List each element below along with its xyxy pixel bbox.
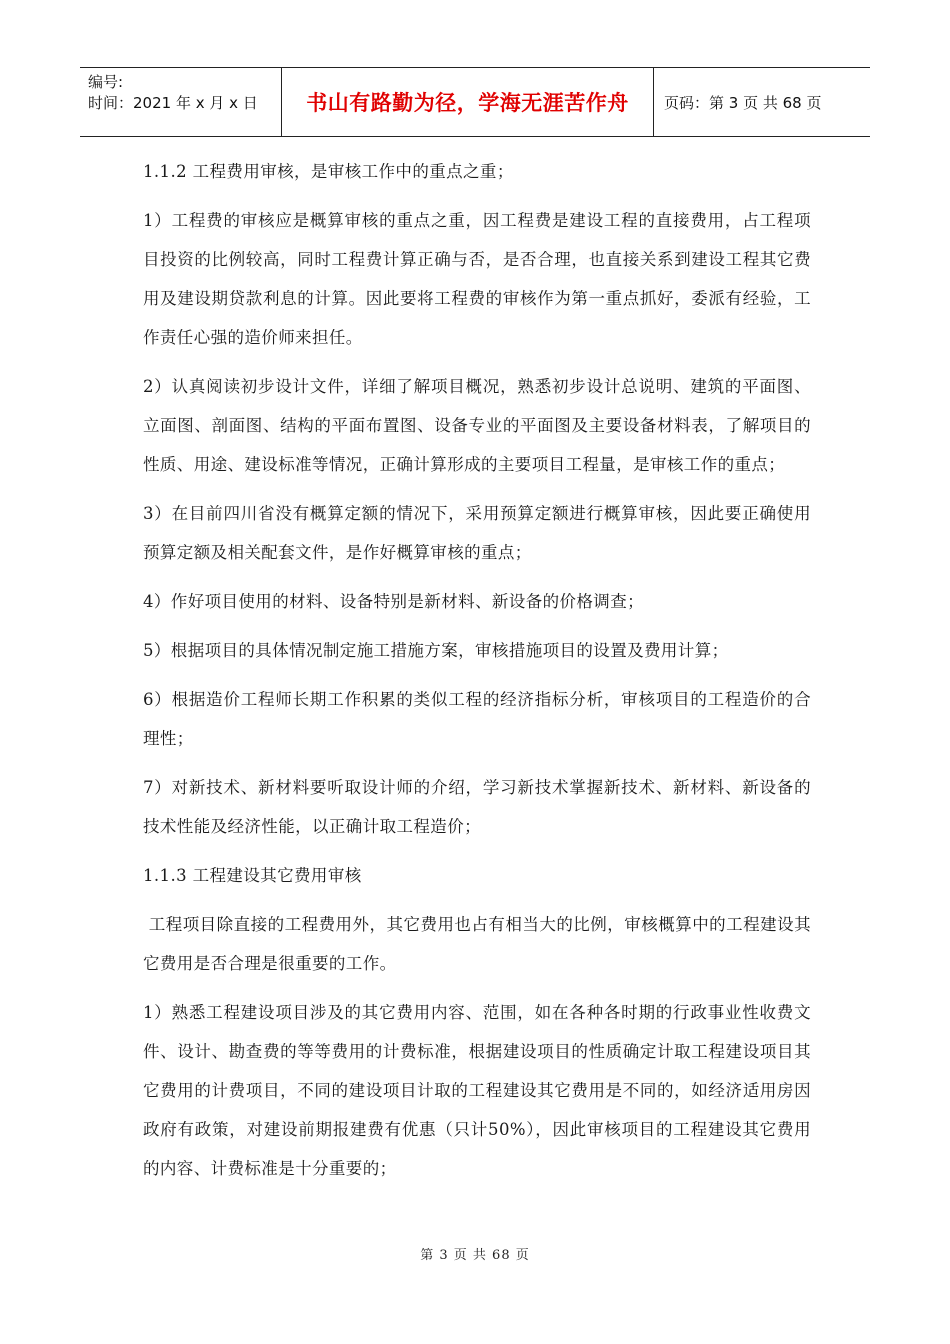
- header-motto: 书山有路勤为径，学海无涯苦作舟: [282, 68, 654, 136]
- paragraph: 1）工程费的审核应是概算审核的重点之重，因工程费是建设工程的直接费用，占工程项目投资的比例较高，同时工程费计算正确与否，是否合理，也直接关系到建设工程其它费用及建设期贷款利息的计算。因此要将工程费的审核作为第一重点抓好，委派有经验，工作责任心强的造价师来担任。: [143, 211, 811, 347]
- paragraph: 4）作好项目使用的材料、设备特别是新材料、新设备的价格调查；: [143, 592, 644, 611]
- page-header: [80, 67, 870, 137]
- section-heading-1-1-2: 1.1.2 工程费用审核，是审核工作中的重点之重；: [143, 162, 514, 181]
- document-date: 时间：2021 年 x 月 x 日: [88, 94, 258, 112]
- header-meta: [80, 68, 282, 136]
- paragraph: 5）根据项目的具体情况制定施工措施方案，审核措施项目的设置及费用计算；: [143, 641, 729, 660]
- paragraph: 工程项目除直接的工程费用外，其它费用也占有相当大的比例，审核概算中的工程建设其它费用是否合理是很重要的工作。: [143, 915, 811, 973]
- paragraph: 2）认真阅读初步设计文件，详细了解项目概况，熟悉初步设计总说明、建筑的平面图、立面图、剖面图、结构的平面布置图、设备专业的平面图及主要设备材料表，了解项目的性质、用途、建设标准等情况，正确计算形成的主要项目工程量，是审核工作的重点；: [143, 377, 811, 474]
- paragraph: 3）在目前四川省没有概算定额的情况下，采用预算定额进行概算审核，因此要正确使用预算定额及相关配套文件，是作好概算审核的重点；: [143, 504, 811, 562]
- section-heading-1-1-3: 1.1.3 工程建设其它费用审核: [143, 866, 362, 885]
- page-footer: 第 3 页 共 68 页: [420, 1248, 530, 1263]
- paragraph: 6）根据造价工程师长期工作积累的类似工程的经济指标分析，审核项目的工程造价的合理性；: [143, 690, 811, 748]
- document-number-label: 编号:: [88, 73, 124, 91]
- header-page-info: 页码：第 3 页 共 68 页: [664, 93, 822, 112]
- paragraph: 7）对新技术、新材料要听取设计师的介绍，学习新技术掌握新技术、新材料、新设备的技术性能及经济性能，以正确计取工程造价；: [143, 778, 811, 836]
- paragraph: 1）熟悉工程建设项目涉及的其它费用内容、范围，如在各种各时期的行政事业性收费文件、设计、勘查费的等等费用的计费标准，根据建设项目的性质确定计取工程建设项目其它费用的计费项目，不同的建设项目计取的工程建设其它费用是不同的，如经济适用房因政府有政策，对建设前期报建费有优惠（只计50%），因此审核项目的工程建设其它费用的内容、计费标准是十分重要的；: [143, 1003, 811, 1178]
- document-body: [143, 152, 811, 1198]
